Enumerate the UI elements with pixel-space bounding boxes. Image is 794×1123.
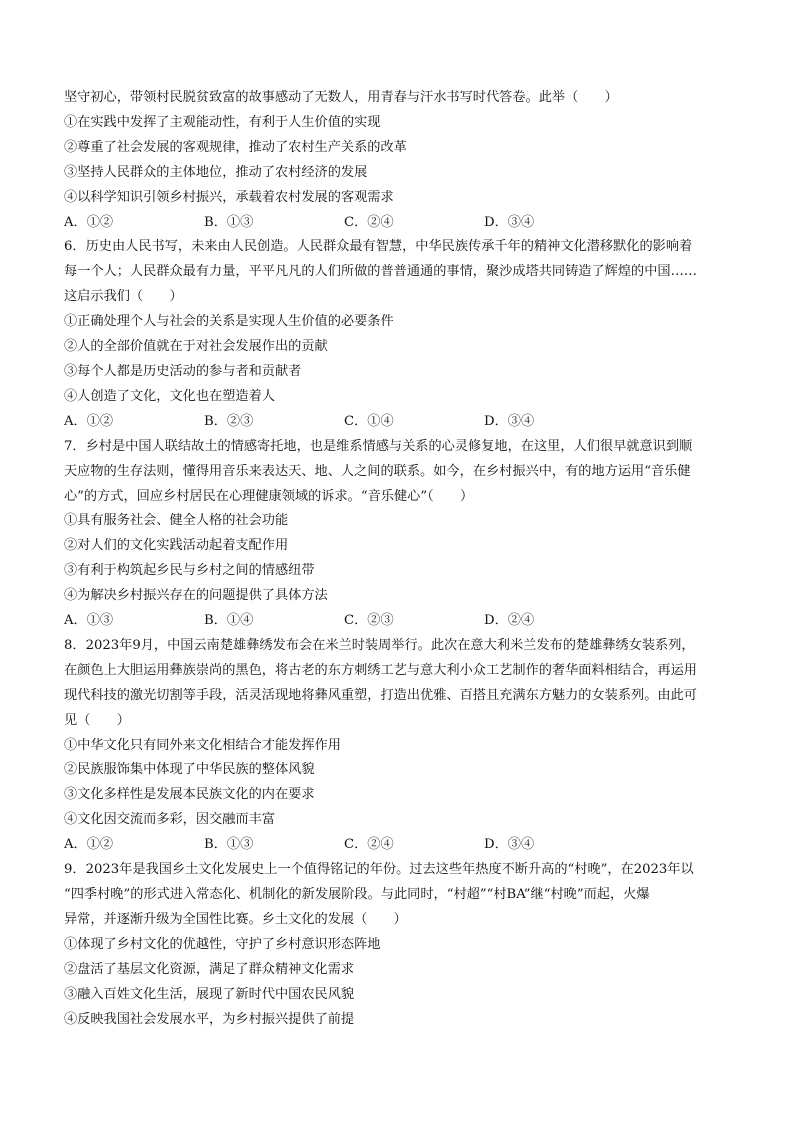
question-6-item-3: ③每个人都是历史活动的参与者和贡献者 <box>64 363 302 379</box>
question-6-stem-line-2: 每一个人；人民群众最有力量，平平凡凡的人们所做的普普通通的事情，聚沙成塔共同铸造了辉煌的中国…… <box>64 264 697 280</box>
question-8 <box>64 634 734 858</box>
question-7-stem-line-3: 心”的方式，回应乡村居民在心理健康领域的诉求。“音乐健心”（ ） <box>64 488 474 504</box>
question-5-option-b[interactable]: B．①③ <box>204 214 254 230</box>
question-6-option-c[interactable]: C．①④ <box>344 413 394 429</box>
question-6-item-4: ④人创造了文化，文化也在塑造着人 <box>64 388 275 404</box>
question-9-item-1: ①体现了乡村文化的优越性，守护了乡村意识形态阵地 <box>64 936 381 952</box>
question-7-option-d[interactable]: D．②④ <box>484 613 535 629</box>
question-5 <box>64 86 734 235</box>
question-7-options <box>64 609 734 634</box>
question-5-item-1: ①在实践中发挥了主观能动性，有利于人生价值的实现 <box>64 114 381 130</box>
question-7-option-b[interactable]: B．①④ <box>204 613 254 629</box>
question-6-stem-line-1: 6．历史由人民书写，未来由人民创造。人民群众最有智慧，中华民族传承千年的精神文化潜移默化的影响着 <box>64 239 693 255</box>
question-5-item-2: ②尊重了社会发展的客观规律，推动了农村生产关系的改革 <box>64 139 407 155</box>
question-5-item-3: ③坚持人民群众的主体地位，推动了农村经济的发展 <box>64 164 368 180</box>
question-8-item-4: ④文化因交流而多彩，因交融而丰富 <box>64 812 275 828</box>
question-5-options <box>64 211 734 236</box>
question-5-option-d[interactable]: D．③④ <box>484 214 535 230</box>
question-8-option-d[interactable]: D．③④ <box>484 837 535 853</box>
question-7 <box>64 435 734 634</box>
question-6-stem-line-3: 这启示我们（ ） <box>64 289 183 305</box>
question-9-item-2: ②盘活了基层文化资源，满足了群众精神文化需求 <box>64 961 355 977</box>
question-9-item-4: ④反映我国社会发展水平，为乡村振兴提供了前提 <box>64 1011 355 1027</box>
question-8-item-2: ②民族服饰集中体现了中华民族的整体风貌 <box>64 762 315 778</box>
question-6-option-b[interactable]: B．②③ <box>204 413 254 429</box>
question-6-item-1: ①正确处理个人与社会的关系是实现人生价值的必要条件 <box>64 314 394 330</box>
question-7-stem-line-1: 7．乡村是中国人联结故土的情感寄托地，也是维系情感与关系的心灵修复地，在这里，人们很早就意识到顺 <box>64 438 693 454</box>
question-9 <box>64 858 734 1032</box>
question-8-option-c[interactable]: C．②④ <box>344 837 394 853</box>
question-5-stem: 坚守初心，带领村民脱贫致富的故事感动了无数人，用青春与汗水书写时代答卷。此举（ ） <box>64 90 618 105</box>
question-9-stem-line-3: 异常，并逐渐升级为全国性比赛。乡土文化的发展（ ） <box>64 911 407 927</box>
question-7-item-3: ③有利于构筑起乡民与乡村之间的情感纽带 <box>64 563 315 579</box>
question-8-options <box>64 833 734 858</box>
question-9-stem-line-2: “四季村晚”的形式进入常态化、机制化的新发展阶段。与此同时，“村超”“村BA”继“村晚”而起，火爆 <box>64 887 650 902</box>
question-6-option-a[interactable]: A．①② <box>64 413 114 429</box>
question-6 <box>64 235 734 434</box>
question-7-item-4: ④为解决乡村振兴存在的问题提供了具体方法 <box>64 588 328 604</box>
question-7-option-c[interactable]: C．②③ <box>344 613 394 629</box>
question-9-item-3: ③融入百姓文化生活，展现了新时代中国农民风貌 <box>64 986 355 1002</box>
question-7-option-a[interactable]: A．①③ <box>64 613 114 629</box>
question-9-stem-line-1: 9．2023年是我国乡土文化发展史上一个值得铭记的年份。过去这些年热度不断升高的“村晚”，在2023年以 <box>64 862 694 878</box>
question-6-item-2: ②人的全部价值就在于对社会发展作出的贡献 <box>64 339 328 355</box>
question-8-option-a[interactable]: A．①② <box>64 837 114 853</box>
question-5-option-a[interactable]: A．①② <box>64 214 114 230</box>
question-6-option-d[interactable]: D．③④ <box>484 413 535 429</box>
question-7-item-1: ①具有服务社会、健全人格的社会功能 <box>64 513 289 529</box>
question-5-item-4: ④以科学知识引领乡村振兴，承载着农村发展的客观需求 <box>64 189 394 205</box>
question-8-item-1: ①中华文化只有同外来文化相结合才能发挥作用 <box>64 737 341 753</box>
question-8-stem-line-1: 8．2023年9月，中国云南楚雄彝绣发布会在米兰时装周举行。此次在意大利米兰发布的楚雄彝绣女装系列， <box>64 637 695 653</box>
question-8-stem-line-2: 在颜色上大胆运用彝族崇尚的黑色，将古老的东方刺绣工艺与意大利小众工艺制作的奢华面料相结合，再运用 <box>64 662 697 678</box>
question-8-item-3: ③文化多样性是发展本民族文化的内在要求 <box>64 787 315 803</box>
question-6-options <box>64 410 734 435</box>
question-7-item-2: ②对人们的文化实践活动起着支配作用 <box>64 538 289 554</box>
question-5-option-c[interactable]: C．②④ <box>344 214 394 230</box>
question-8-stem-line-3: 现代科技的激光切割等手段，活灵活现地将彝风重塑，打造出优雅、百搭且充满东方魅力的女装系列。由此可 <box>64 687 697 703</box>
question-8-stem-line-4: 见（ ） <box>64 712 130 728</box>
question-7-stem-line-2: 天应物的生存法则，懂得用音乐来表达天、地、人之间的联系。如今，在乡村振兴中，有的地方运用“音乐健 <box>64 463 691 479</box>
question-8-option-b[interactable]: B．①③ <box>204 837 254 853</box>
